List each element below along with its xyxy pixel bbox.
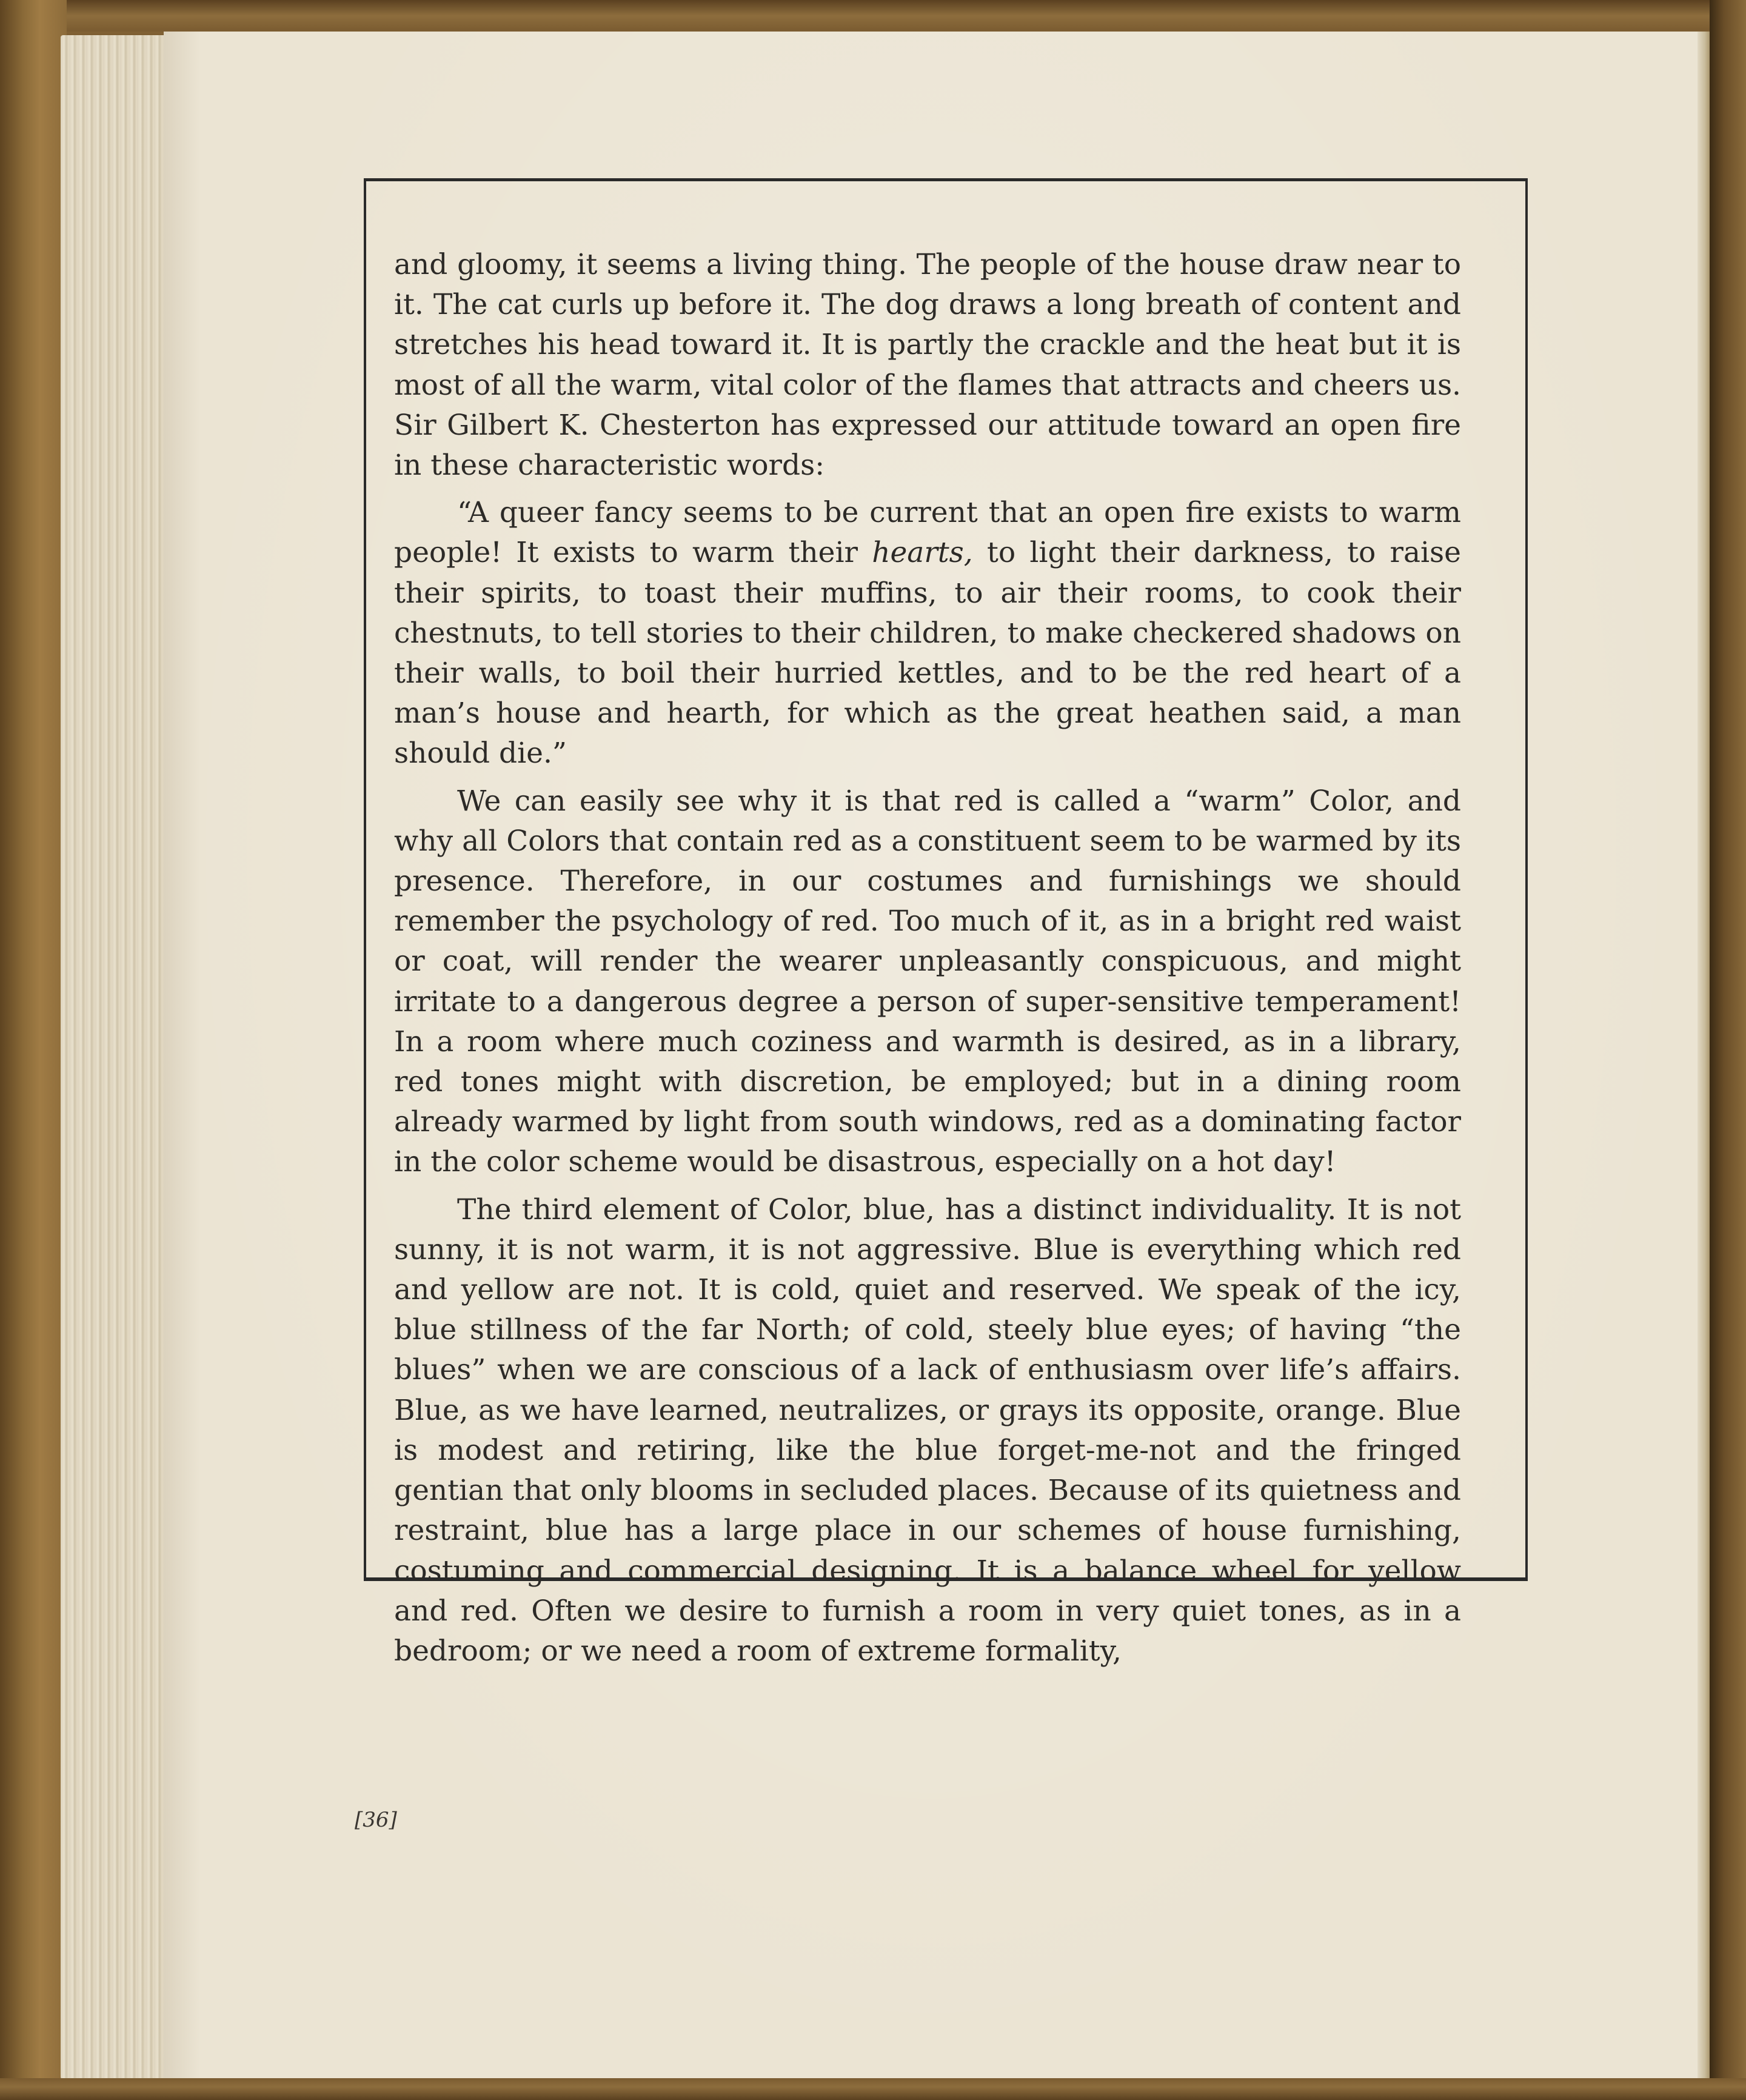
quotation-paragraph <box>394 493 1461 774</box>
book-cover-left-edge <box>0 0 67 2100</box>
stacked-page-edges <box>61 35 170 2079</box>
book-cover-bottom-edge <box>0 2078 1746 2100</box>
paragraph: and gloomy, it seems a living thing. The people of the house draw near to it. The cat curls up before it. The dog draws a long breath of content and stretches his head toward it. It is partly the crackle and the heat but it is most of all the warm, vital color of the flames that attracts and cheers us. Sir Gilbert K. Chesterton has expressed our attitude toward an open fire in these characteristic words: <box>394 248 1461 483</box>
book-cover-right-edge <box>1710 0 1746 2100</box>
body-text <box>394 245 1461 1671</box>
quote-text-end: to light their darkness, to raise their spirits, to toast their muffins, to air their rooms, to cook their chestnuts, to tell stories to their children, to make checkered shadows on their walls, to boil their hurried kettles, and to be the red heart of a man’s house and hearth, for which as the great heathen said, a man should die.” <box>394 536 1461 771</box>
page-number: [36] <box>355 1808 397 1832</box>
quote-text-start: “A queer fancy seems to be current that an open fire exists to warm people! It exists to warm their <box>394 496 1461 570</box>
book-page <box>164 32 1700 2081</box>
paragraph: The third element of Color, blue, has a distinct individuality. It is not sunny, it is not warm, it is not aggressive. Blue is everything which red and yellow are not. It is cold, quiet and reserved. We speak of the icy, blue stillness of the far North; of cold, steely blue eyes; of having “the blues” when we are conscious of a lack of enthusiasm over life’s affairs. Blue, as we have learned, neutralizes, or grays its opposite, orange. Blue is modest and retiring, like the blue forget-me-not and the fringed gentian that only blooms in secluded places. Because of its quietness and restraint, blue has a large place in our schemes of house furnishing, costuming and commercial designing. It is a balance wheel for yellow and red. Often we desire to furnish a room in very quiet tones, as in a bedroom; or we need a room of extreme formality, <box>394 1192 1461 1668</box>
emphasis-hearts: hearts, <box>872 536 973 570</box>
book-cover-top-edge <box>0 0 1746 32</box>
paragraph: We can easily see why it is that red is called a “warm” Color, and why all Colors that contain red as a constituent seem to be warmed by its presence. Therefore, in our costumes and furnishings we should remember the psychology of red. Too much of it, as in a bright red waist or coat, will render the wearer unpleasantly conspicuous, and might irritate to a dangerous degree a person of super-sensitive temperament! In a room where much coziness and warmth is desired, as in a library, red tones might with discretion, be employed; but in a dining room already warmed by light from south windows, red as a dominating factor in the color scheme would be disastrous, especially on a hot day! <box>394 784 1461 1179</box>
